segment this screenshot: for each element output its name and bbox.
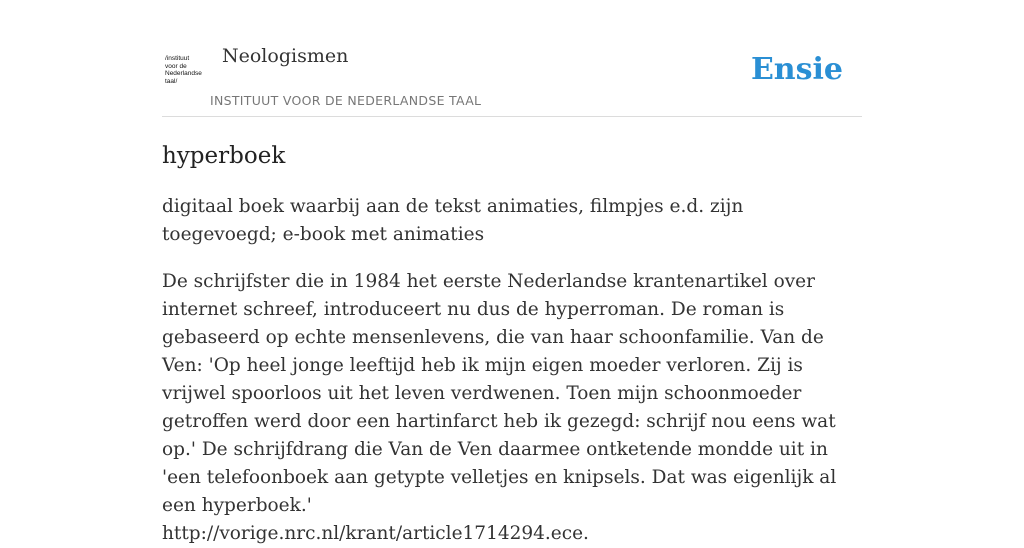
entry-example (162, 268, 862, 548)
logo-text-line: taal/ (165, 77, 178, 85)
entry-definition: digitaal boek waarbij aan de tekst animaties, filmpjes e.d. zijn toegevoegd; e-book met animaties (162, 196, 744, 245)
example-quote: De schrijfster die in 1984 het eerste Nederlandse krantenartikel over internet schreef, introduceert nu dus de hyperroman. De roman is gebaseerd op echte mensenlevens, die van haar schoonfamilie. Van de Ven: 'Op heel jonge leeftijd heb ik mijn eigen moeder verloren. Zij is vrijwel spoorloos uit het leven verdwenen. Toen mijn schoonmoeder getroffen werd door een hartinfarct heb ik gezegd: schrijf nou eens wat op.' De schrijfdrang die Van de Ven daarmee ontketende mondde uit in 'een telefoonboek aan getypte velletjes en knipsels. Dat was eigenlijk al een hyperboek.' (162, 271, 837, 516)
ensie-brand-link[interactable]: Ensie (750, 52, 843, 87)
logo-text-line: Nederlandse (165, 70, 202, 77)
inl-logo[interactable] (165, 55, 207, 91)
header (162, 0, 862, 117)
source-link[interactable]: http://vorige.nrc.nl/krant/article1714294.ece. (162, 523, 589, 544)
organization-name: INSTITUUT VOOR DE NEDERLANDSE TAAL (210, 93, 482, 108)
entry-headword: hyperboek (162, 143, 286, 169)
logo-text-line: voor de (165, 62, 187, 70)
logo-text-line: /instituut (165, 55, 190, 62)
main-content (162, 0, 862, 548)
site-title-link[interactable]: Neologismen (222, 45, 349, 67)
